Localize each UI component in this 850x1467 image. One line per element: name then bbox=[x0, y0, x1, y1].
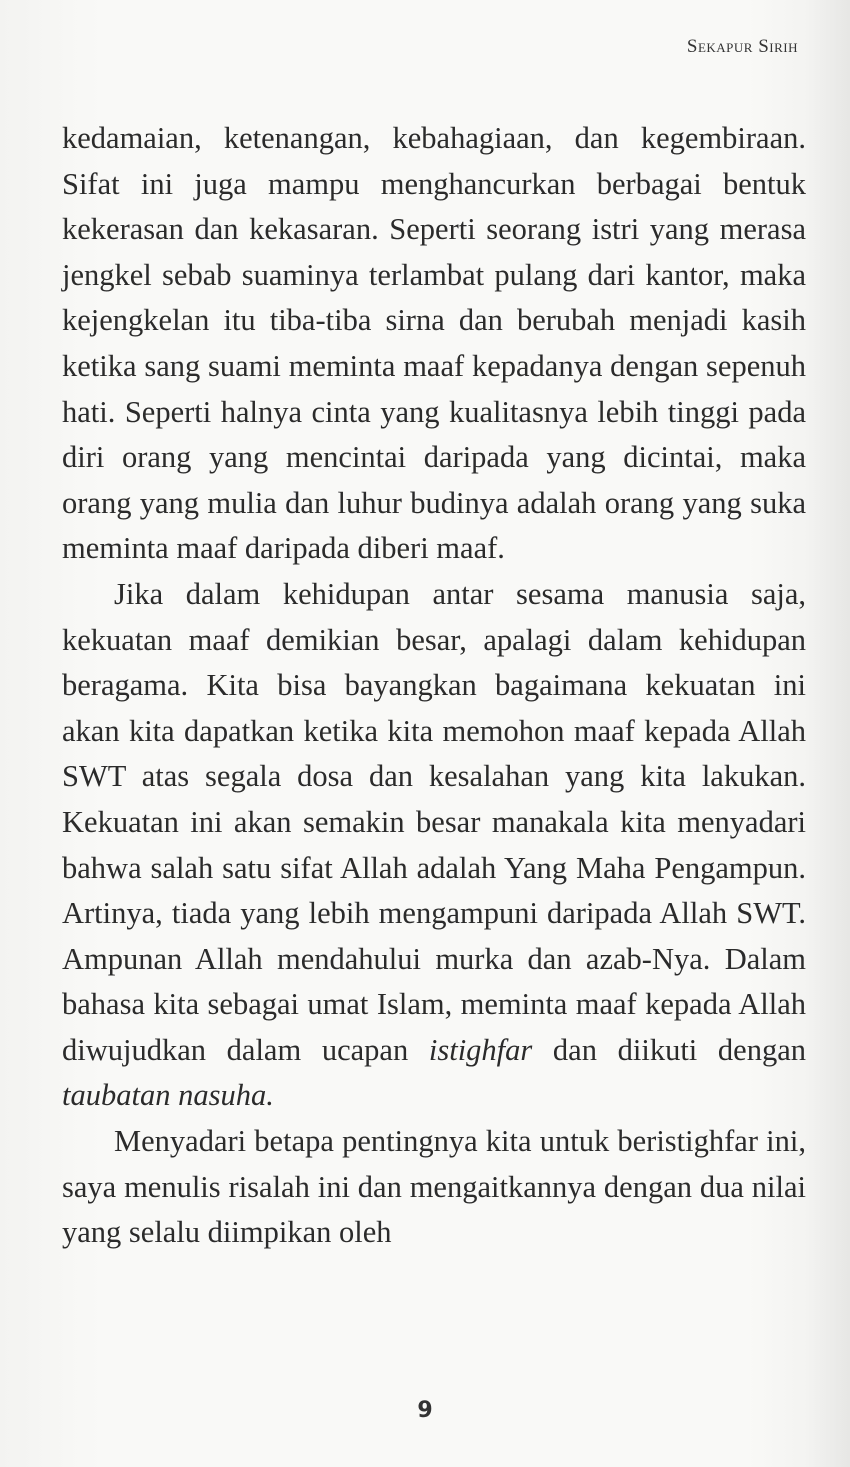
page-number: 9 bbox=[417, 1398, 433, 1423]
paragraph-1: kedamaian, ketenangan, kebahagiaan, dan kegembiraan. Sifat ini juga mampu menghancurkan berbagai bentuk kekerasan dan kekasaran. Seperti seorang istri yang merasa jengkel sebab suaminya terlambat pulang dari kantor, maka kejengkelan itu tiba-tiba sirna dan berubah menjadi kasih ketika sang suami meminta maaf kepadanya dengan sepenuh hati. Seperti halnya cinta yang kualitasnya lebih tinggi pada diri orang yang mencintai daripada yang dicintai, maka orang yang mulia dan luhur budinya adalah orang yang suka meminta maaf daripada diberi maaf. bbox=[62, 121, 806, 566]
italic-term-taubatan-nasuha: taubatan nasuha. bbox=[62, 1078, 274, 1113]
page-edge-shadow bbox=[806, 0, 850, 1467]
italic-term-istighfar: istighfar bbox=[428, 1032, 533, 1067]
paragraph-2-text-a: Jika dalam kehidupan antar sesama manusia saja, kekuatan maaf demikian besar, apalagi dalam kehidupan beragama. Kita bisa bayangkan bagaimana kekuatan ini akan kita dapatkan ketika kita memohon maaf kepada Allah SWT atas segala dosa dan kesalahan yang kita lakukan. Kekuatan ini akan semakin besar manakala kita menyadari bahwa salah satu sifat Allah adalah Yang Maha Pengampun. Artinya, tiada yang lebih mengampuni daripada Allah SWT. Ampunan Allah mendahului murka dan azab-Nya. Dalam bahasa kita sebagai umat Islam, meminta maaf kepada Allah diwujudkan dalam ucapan bbox=[62, 576, 806, 1067]
body-text bbox=[62, 116, 806, 1256]
paragraph-2-text-b: dan diikuti dengan bbox=[532, 1032, 806, 1067]
paragraph-2 bbox=[62, 572, 806, 1119]
running-header: Sekapur Sirih bbox=[686, 36, 798, 57]
paragraph-3: Menyadari betapa pentingnya kita untuk beristighfar ini, saya menulis risalah ini dan mengaitkannya dengan dua nilai yang selalu diimpikan oleh bbox=[62, 1124, 806, 1250]
